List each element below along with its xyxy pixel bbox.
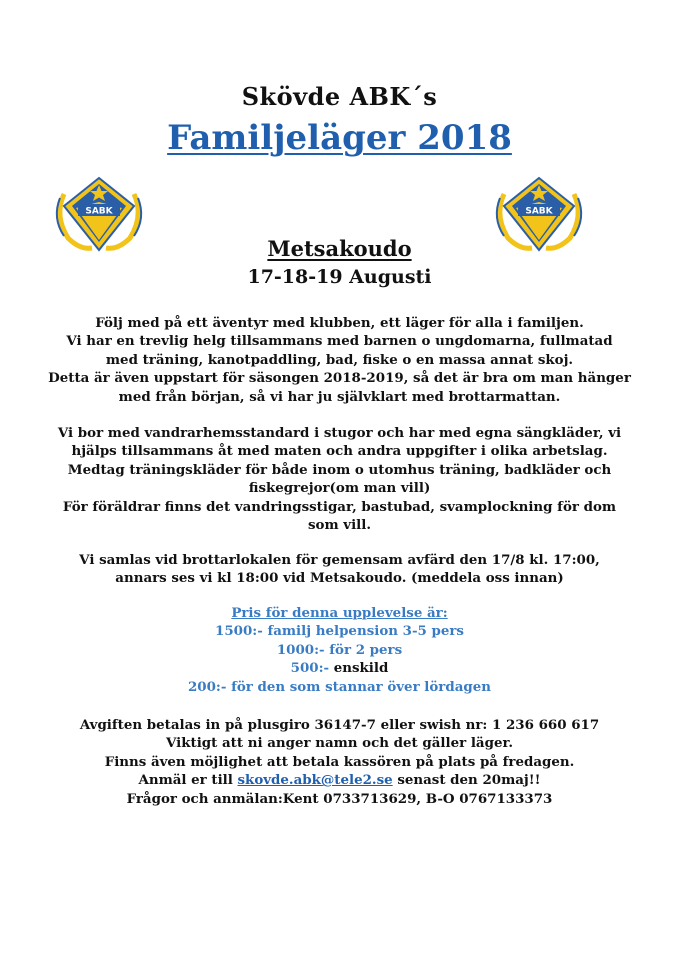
- text-line: Medtag träningskläder för både inom o utomhus träning, badkläder och: [67, 461, 612, 478]
- logo-text: SABK: [525, 206, 553, 217]
- meeting-paragraph: [8, 551, 671, 588]
- text-line: som vill.: [307, 517, 371, 534]
- text-line: annars ses vi kl 18:00 vid Metsakoudo. (meddela oss innan): [115, 570, 564, 587]
- text-line: Avgiften betalas in på plusgiro 36147-7 eller swish nr: 1 236 660 617: [79, 717, 600, 733]
- price-item: [8, 678, 671, 696]
- text-line: Följ med på ett äventyr med klubben, ett läger för alla i familjen.: [95, 315, 584, 331]
- price-desc: för 2 pers: [324, 641, 403, 658]
- text-line: Finns även möjlighet att betala kassören på plats på fredagen.: [104, 753, 575, 770]
- text-line: hjälps tillsammans åt med maten och andra uppgifter i olika arbetslag.: [71, 443, 608, 460]
- price-amount: 1000:-: [276, 641, 325, 658]
- text-line: Detta är även uppstart för säsongen 2018-2019, så det är bra om man hänger: [48, 370, 631, 387]
- signup-prefix: Anmäl er till: [138, 772, 238, 789]
- details-paragraph: [8, 424, 671, 534]
- price-amount: 500:-: [290, 660, 330, 677]
- price-amount: 200:-: [187, 678, 227, 695]
- text-line: med träning, kanotpaddling, bad, fiske o en massa annat skoj.: [105, 351, 574, 368]
- signup-line: [8, 771, 671, 789]
- price-amount: 1500:-: [215, 623, 263, 640]
- text-line: Vi samlas vid brottarlokalen för gemensam avfärd den 17/8 kl. 17:00,: [79, 552, 600, 568]
- signup-suffix: senast den 20maj!!: [392, 772, 541, 789]
- text-line: fiskegrejor(om man vill): [248, 480, 431, 497]
- price-item: [8, 659, 671, 677]
- event-place: Metsakoudo: [267, 236, 412, 261]
- contact-line: Frågor och anmälan:Kent 0733713629, B-O 0767133373: [126, 790, 553, 807]
- text-line: Vi bor med vandrarhemsstandard i stugor och har med egna sängkläder, vi: [57, 425, 622, 441]
- text-line: För föräldrar finns det vandringsstigar, bastubad, svamplockning för dom: [62, 498, 617, 515]
- price-desc: enskild: [329, 660, 389, 677]
- intro-paragraph: [8, 314, 671, 406]
- price-item: [8, 622, 671, 640]
- pricing-heading: Pris för denna upplevelse är:: [231, 605, 448, 621]
- text-line: Viktigt att ni anger namn och det gäller läger.: [166, 735, 513, 752]
- email-link[interactable]: skovde.abk@tele2.se: [237, 772, 393, 789]
- price-item: [8, 641, 671, 659]
- price-desc: familj helpension 3-5 pers: [262, 623, 464, 640]
- logo-text: SABK: [85, 206, 113, 217]
- text-line: Vi har en trevlig helg tillsammans med barnen o ungdomarna, fullmatad: [66, 333, 613, 350]
- text-line: med från början, så vi har ju självklart med brottarmattan.: [118, 388, 561, 405]
- page-title: Familjeläger 2018: [167, 118, 512, 158]
- pricing-section: [8, 604, 671, 696]
- club-name: Skövde ABK´s: [241, 82, 438, 111]
- price-desc: för den som stannar över lördagen: [226, 678, 492, 695]
- event-dates: 17-18-19 Augusti: [247, 266, 432, 288]
- payment-section: [8, 716, 671, 808]
